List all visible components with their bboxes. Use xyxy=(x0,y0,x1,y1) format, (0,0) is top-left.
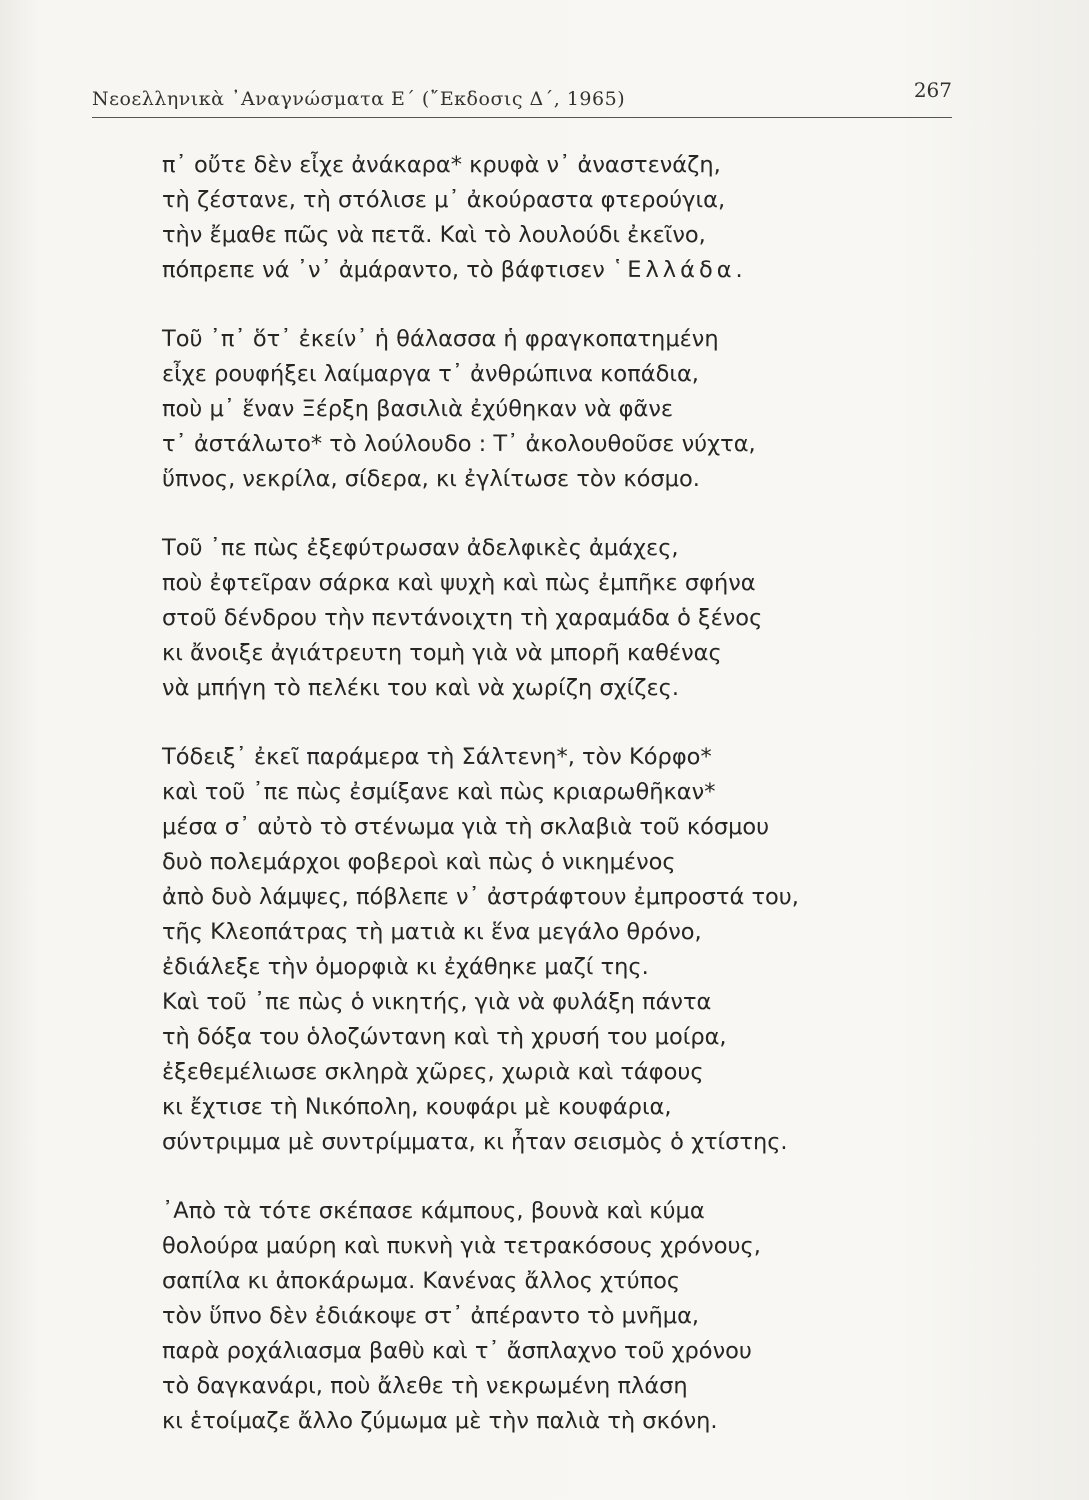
poem-line: καὶ τοῦ ᾿πε πὼς ἐσμίξανε καὶ πὼς κριαρωθῆκαν* xyxy=(162,779,716,805)
header-rule xyxy=(92,117,952,118)
stanza-5 xyxy=(162,1194,922,1439)
poem-body xyxy=(162,148,922,1473)
poem-line: σαπίλα κι ἀποκάρωμα. Κανένας ἄλλος χτύπος xyxy=(162,1268,681,1294)
page-number: 267 xyxy=(913,78,952,102)
poem-line: ἀπὸ δυὸ λάμψες, πόβλεπε ν᾿ ἀστράφτουν ἐμπροστά του, xyxy=(162,884,799,910)
stanza-1 xyxy=(162,148,922,288)
poem-line: κι ἄνοιξε ἀγιάτρευτη τομὴ γιὰ νὰ μπορῆ καθένας xyxy=(162,640,722,666)
poem-line: τὴ δόξα του ὁλοζώντανη καὶ τὴ χρυσή του μοίρα, xyxy=(162,1024,727,1050)
poem-line: μέσα σ᾿ αὐτὸ τὸ στένωμα γιὰ τὴ σκλαβιὰ τοῦ κόσμου xyxy=(162,814,770,840)
poem-line: θολούρα μαύρη καὶ πυκνὴ γιὰ τετρακόσους χρόνους, xyxy=(162,1233,761,1259)
poem-line: Τόδειξ᾿ ἐκεῖ παράμερα τὴ Σάλτενη*, τὸν Κόρφο* xyxy=(162,744,712,770)
poem-line: τὸν ὕπνο δὲν ἐδιάκοψε στ᾿ ἀπέραντο τὸ μνῆμα, xyxy=(162,1303,700,1329)
poem-line: ἐξεθεμέλιωσε σκληρὰ χῶρες, χωριὰ καὶ τάφους xyxy=(162,1059,704,1085)
poem-line: ὕπνος, νεκρίλα, σίδερα, κι ἐγλίτωσε τὸν κόσμο. xyxy=(162,466,700,492)
emphasized-word: ῾Ελλάδα. xyxy=(612,257,747,283)
poem-line: σύντριμμα μὲ συντρίμματα, κι ἦταν σεισμὸς ὁ χτίστης. xyxy=(162,1129,788,1155)
poem-line: ποὺ ἐφτεῖραν σάρκα καὶ ψυχὴ καὶ πὼς ἐμπῆκε σφήνα xyxy=(162,570,756,596)
stanza-3 xyxy=(162,531,922,706)
poem-line: στοῦ δένδρου τὴν πεντάνοιχτη τὴ χαραμάδα ὁ ξένος xyxy=(162,605,763,631)
stanza-2 xyxy=(162,322,922,497)
poem-line: κι ἔχτισε τὴ Νικόπολη, κουφάρι μὲ κουφάρια, xyxy=(162,1094,672,1120)
poem-line-text: πόπρεπε νά ᾿ν᾿ ἀμάραντο, τὸ βάφτισεν xyxy=(162,257,605,283)
poem-line: κι ἑτοίμαζε ἄλλο ζύμωμα μὲ τὴν παλιὰ τὴ σκόνη. xyxy=(162,1408,718,1434)
poem-line: Καὶ τοῦ ᾿πε πὼς ὁ νικητής, γιὰ νὰ φυλάξη πάντα xyxy=(162,989,712,1015)
poem-line: ποὺ μ᾿ ἕναν Ξέρξη βασιλιὰ ἐχύθηκαν νὰ φᾶνε xyxy=(162,396,674,422)
poem-line xyxy=(162,253,922,288)
poem-line: π᾿ οὔτε δὲν εἶχε ἀνάκαρα* κρυφὰ ν᾿ ἀναστενάζη, xyxy=(162,152,721,178)
poem-line: τὴν ἔμαθε πῶς νὰ πετᾶ. Καὶ τὸ λουλούδι ἐκεῖνο, xyxy=(162,222,706,248)
poem-line: Τοῦ ᾿π᾿ ὅτ᾿ ἐκείν᾿ ἡ θάλασσα ἡ φραγκοπατημένη xyxy=(162,326,719,352)
poem-line: ἐδιάλεξε τὴν ὀμορφιὰ κι ἐχάθηκε μαζί της. xyxy=(162,954,649,980)
stanza-4 xyxy=(162,740,922,1160)
poem-line: τὸ δαγκανάρι, ποὺ ἄλεθε τὴ νεκρωμένη πλάση xyxy=(162,1373,688,1399)
poem-line: δυὸ πολεμάρχοι φοβεροὶ καὶ πὼς ὁ νικημένος xyxy=(162,849,676,875)
poem-line: παρὰ ροχάλιασμα βαθὺ καὶ τ᾿ ἄσπλαχνο τοῦ χρόνου xyxy=(162,1338,752,1364)
poem-line: τῆς Κλεοπάτρας τὴ ματιὰ κι ἕνα μεγάλο θρόνο, xyxy=(162,919,702,945)
running-header xyxy=(92,78,952,118)
poem-line: τὴ ζέστανε, τὴ στόλισε μ᾿ ἀκούραστα φτερούγια, xyxy=(162,187,726,213)
poem-line: τ᾿ ἀστάλωτο* τὸ λούλουδο : Τ᾿ ἀκολουθοῦσε νύχτα, xyxy=(162,431,756,457)
poem-line: ᾿Απὸ τὰ τότε σκέπασε κάμπους, βουνὰ καὶ κύμα xyxy=(162,1198,705,1224)
poem-line: νὰ μπήγη τὸ πελέκι του καὶ νὰ χωρίζη σχίζες. xyxy=(162,675,679,701)
header-title: Νεοελληνικὰ ᾿Αναγνώσματα Ε΄ (῎Εκδοσις Δ΄, 1965) xyxy=(92,88,626,110)
poem-line: εἶχε ρουφήξει λαίμαργα τ᾿ ἀνθρώπινα κοπάδια, xyxy=(162,361,699,387)
poem-line: Τοῦ ᾿πε πὼς ἐξεφύτρωσαν ἀδελφικὲς ἀμάχες, xyxy=(162,535,679,561)
